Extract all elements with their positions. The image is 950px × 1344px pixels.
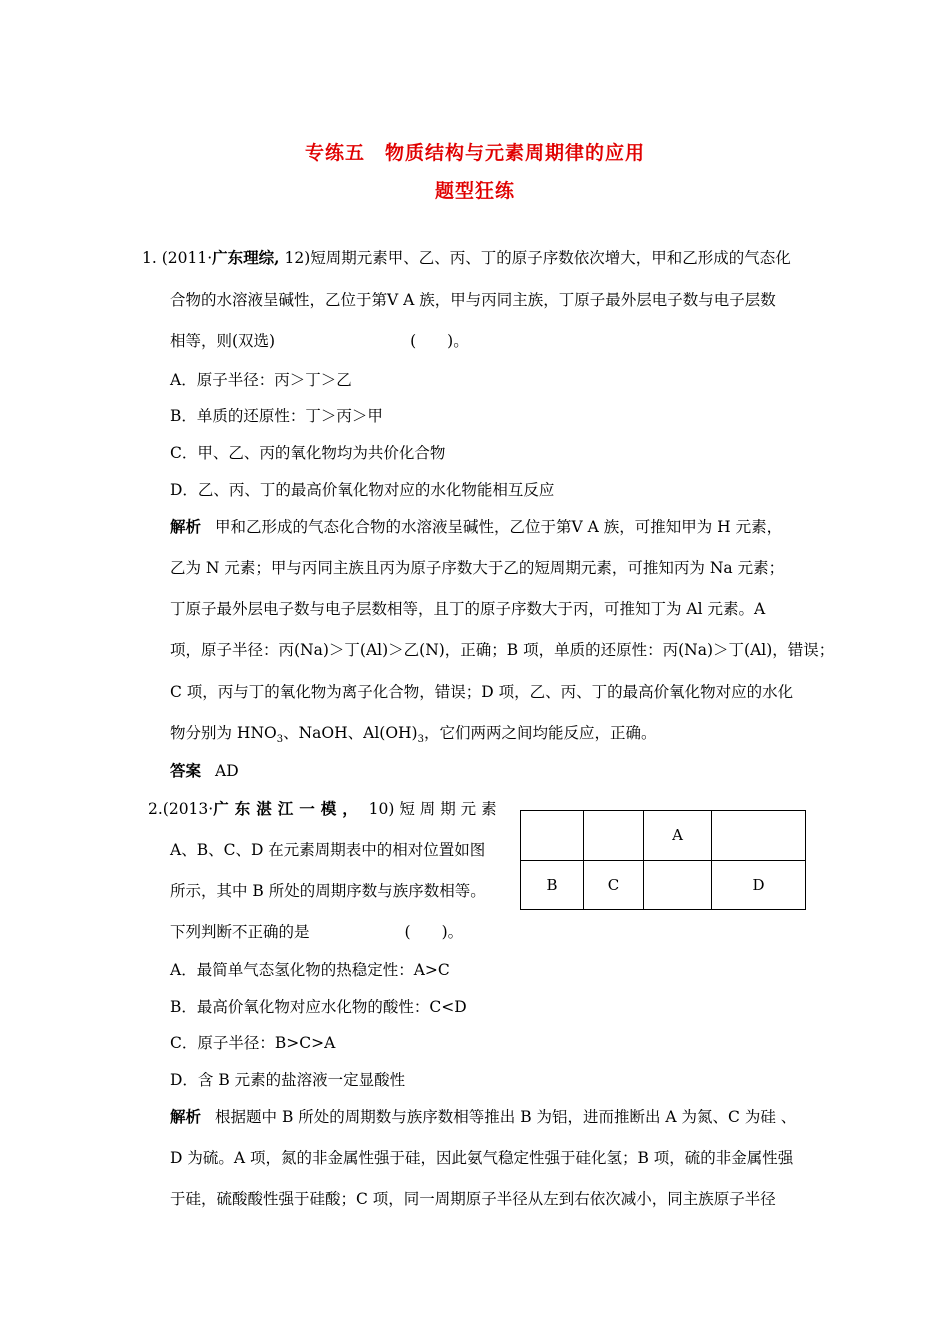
q1-analysis-line-2: 乙为 N 元素；甲与丙同主族且丙为原子序数大于乙的短周期元素，可推知丙为 Na 元素； (170, 559, 785, 577)
q1-analysis-text-1: 甲和乙形成的气态化合物的水溶液呈碱性，乙位于第Ⅴ A 族，可推知甲为 H 元素， (215, 518, 783, 536)
q1-analysis-line-5: C 项，丙与丁的氧化物为离子化合物，错误；D 项，乙、丙、丁的最高价氧化物对应的水化 (170, 683, 794, 701)
table-cell (644, 860, 712, 910)
q1-analysis-label: 解析 (170, 517, 202, 536)
q1-analysis-text-6b: 、NaOH、Al(OH) (283, 724, 418, 742)
q1-option-c: C．甲、乙、丙的氧化物均为共价化合物 (170, 444, 446, 462)
table-row (521, 811, 806, 861)
q2-option-b: B．最高价氧化物对应水化物的酸性：C<D (170, 998, 467, 1016)
table-row (521, 860, 806, 910)
page-subtitle: 题型狂练 (434, 180, 515, 202)
q1-answer-label: 答案 (170, 761, 202, 780)
table-cell (584, 811, 644, 861)
subscript: 3 (276, 734, 284, 746)
q2-option-c: C．原子半径：B>C>A (170, 1034, 336, 1052)
table-cell (712, 811, 806, 861)
q1-stem-line-1 (142, 246, 791, 268)
table-cell-b: B (521, 860, 584, 910)
q1-option-b: B．单质的还原性：丁＞丙＞甲 (170, 407, 383, 425)
q1-stem-text-3: 相等，则(双选) (170, 332, 276, 350)
q2-stem-line-2: A、B、C、D 在元素周期表中的相对位置如图 (170, 841, 486, 859)
q1-answer-bracket: ( )。 (410, 332, 469, 350)
q2-analysis-line-2: D 为硫。A 项，氮的非金属性强于硅，因此氨气稳定性强于硅化氢；B 项，硫的非金属性强 (170, 1149, 794, 1167)
q2-number: 2.(2013· (148, 800, 214, 818)
table-cell-d: D (712, 860, 806, 910)
q2-analysis-label: 解析 (170, 1107, 202, 1126)
q2-stem-text-4: 下列判断不正确的是 (170, 923, 310, 941)
table-cell-a: A (644, 811, 712, 861)
q2-analysis-text-1: 根据题中 B 所处的周期数与族序数相等推出 B 为铝，进而推断出 A 为氮、C 为硅 、 (215, 1108, 797, 1126)
q2-stem-line-1 (148, 797, 497, 819)
periodic-position-table (520, 810, 806, 910)
q1-answer-value: AD (215, 762, 239, 780)
q1-analysis-line-3: 丁原子最外层电子数与电子层数相等，且丁的原子序数大于丙，可推知丁为 Al 元素。A (170, 600, 766, 618)
q2-option-d: D．含 B 元素的盐溶液一定显酸性 (170, 1071, 406, 1089)
q1-option-d: D．乙、丙、丁的最高价氧化物对应的水化物能相互反应 (170, 481, 555, 499)
q1-analysis-text-6c: ，它们两两之间均能反应，正确。 (423, 724, 657, 742)
q2-stem-text: 10) 短 周 期 元 素 (363, 800, 497, 818)
q1-source: 广东理综, (212, 248, 280, 267)
q2-analysis-line-3: 于硅，硫酸酸性强于硅酸；C 项，同一周期原子半径从左到右依次减小，同主族原子半径 (170, 1190, 776, 1208)
table-cell (521, 811, 584, 861)
q1-analysis-line-4: 项，原子半径：丙(Na)＞丁(Al)＞乙(N)，正确；B 项，单质的还原性：丙(Na)＞丁(Al)，错误； (170, 641, 835, 659)
q1-analysis-line-6 (170, 721, 656, 745)
q1-option-a: A．原子半径：丙＞丁＞乙 (170, 371, 352, 389)
page-title: 专练五 物质结构与元素周期律的应用 (304, 142, 645, 164)
q1-stem-line-3 (170, 329, 469, 351)
q1-stem-text: 12)短周期元素甲、乙、丙、丁的原子序数依次增大，甲和乙形成的气态化 (279, 249, 791, 267)
q2-stem-line-4 (170, 920, 463, 942)
q2-option-a: A．最简单气态氢化物的热稳定性：A>C (170, 961, 450, 979)
q2-source: 广东湛江一模， (213, 799, 364, 818)
q1-number: 1. (2011· (142, 249, 213, 267)
q1-analysis-line-1 (170, 515, 782, 537)
subscript: 3 (417, 734, 424, 746)
table-cell-c: C (584, 860, 644, 910)
q1-stem-line-2: 合物的水溶液呈碱性，乙位于第Ⅴ A 族，甲与丙同主族，丁原子最外层电子数与电子层数 (170, 291, 776, 309)
q1-analysis-text-6a: 物分别为 HNO (170, 724, 277, 742)
q1-answer-line (170, 759, 239, 781)
q2-analysis-line-1 (170, 1105, 796, 1127)
q2-answer-bracket: ( )。 (404, 923, 464, 941)
q2-stem-line-3: 所示，其中 B 所处的周期序数与族序数相等。 (170, 882, 486, 900)
